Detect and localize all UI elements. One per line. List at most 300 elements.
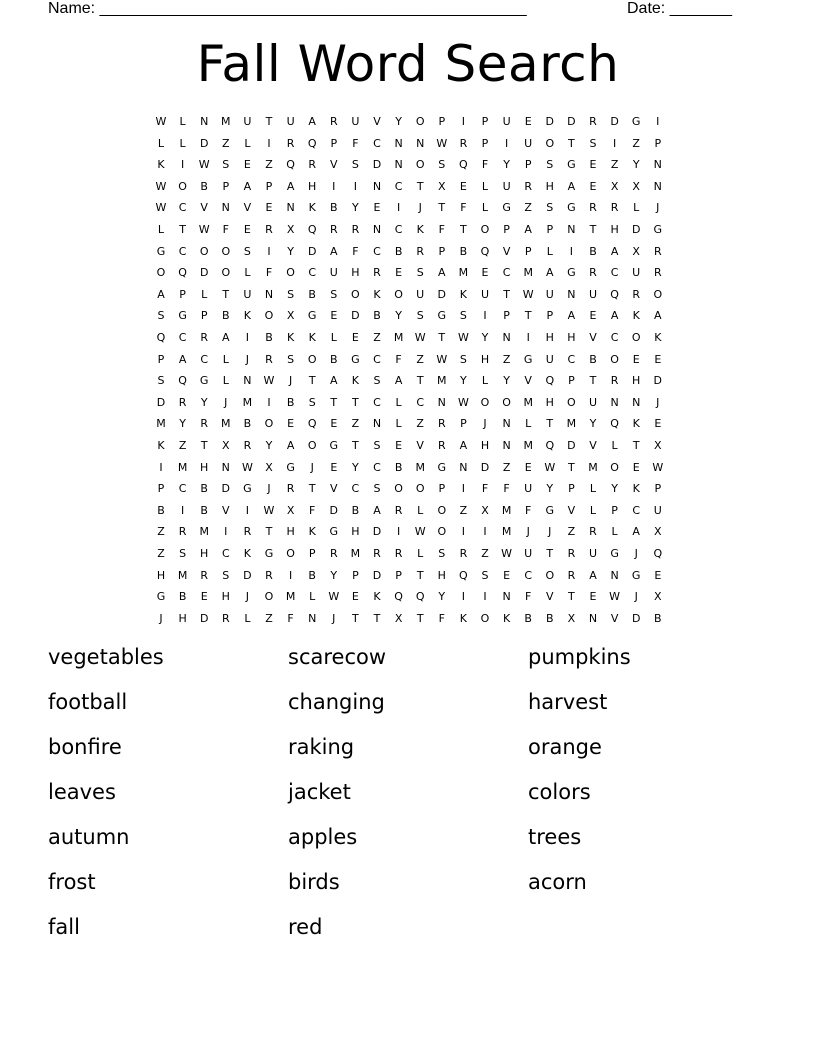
grid-letter[interactable]: K: [632, 309, 640, 323]
grid-letter[interactable]: C: [502, 266, 511, 280]
grid-letter[interactable]: I: [461, 115, 466, 128]
grid-letter[interactable]: I: [483, 309, 487, 323]
grid-letter[interactable]: L: [222, 374, 229, 388]
grid-letter[interactable]: V: [373, 115, 381, 128]
grid-letter[interactable]: D: [372, 158, 382, 172]
grid-letter[interactable]: V: [546, 590, 554, 604]
grid-letter[interactable]: G: [567, 266, 576, 280]
grid-letter[interactable]: D: [329, 503, 339, 517]
grid-letter[interactable]: X: [654, 590, 662, 604]
grid-letter[interactable]: U: [588, 395, 598, 409]
grid-letter[interactable]: S: [222, 158, 230, 172]
grid-letter[interactable]: Q: [610, 417, 619, 431]
grid-letter[interactable]: G: [307, 309, 317, 323]
grid-letter[interactable]: N: [437, 395, 446, 409]
grid-letter[interactable]: R: [416, 244, 425, 258]
grid-letter[interactable]: U: [480, 287, 490, 301]
grid-letter[interactable]: T: [568, 590, 575, 604]
grid-letter[interactable]: P: [438, 115, 446, 128]
grid-letter[interactable]: M: [501, 503, 512, 517]
grid-letter[interactable]: M: [458, 266, 469, 280]
grid-letter[interactable]: Q: [545, 439, 555, 452]
grid-letter[interactable]: Q: [394, 590, 403, 604]
grid-letter[interactable]: U: [524, 482, 533, 496]
grid-letter[interactable]: E: [632, 460, 640, 474]
grid-letter[interactable]: D: [610, 115, 619, 128]
grid-letter[interactable]: C: [178, 482, 187, 496]
grid-letter[interactable]: T: [330, 395, 338, 409]
grid-letter[interactable]: I: [504, 136, 509, 150]
grid-letter[interactable]: F: [352, 244, 359, 258]
grid-letter[interactable]: C: [373, 244, 381, 258]
grid-letter[interactable]: Z: [459, 503, 468, 517]
grid-letter[interactable]: B: [178, 590, 187, 604]
grid-letter[interactable]: G: [502, 201, 511, 215]
grid-letter[interactable]: Z: [157, 547, 165, 560]
grid-letter[interactable]: C: [373, 352, 381, 366]
grid-letter[interactable]: S: [481, 568, 489, 582]
grid-letter[interactable]: Y: [503, 158, 510, 172]
grid-letter[interactable]: W: [436, 352, 448, 366]
grid-letter[interactable]: X: [438, 179, 446, 193]
grid-letter[interactable]: E: [330, 460, 338, 474]
grid-letter[interactable]: L: [244, 136, 251, 150]
grid-letter[interactable]: B: [351, 503, 360, 517]
grid-letter[interactable]: G: [329, 439, 339, 452]
grid-letter[interactable]: W: [198, 158, 210, 172]
grid-letter[interactable]: I: [267, 136, 271, 150]
grid-letter[interactable]: E: [632, 352, 640, 366]
grid-letter[interactable]: B: [330, 201, 338, 215]
grid-letter[interactable]: D: [372, 525, 382, 539]
grid-letter[interactable]: A: [567, 309, 576, 323]
grid-letter[interactable]: M: [393, 331, 404, 344]
grid-letter[interactable]: C: [394, 223, 403, 236]
grid-letter[interactable]: E: [200, 590, 208, 604]
grid-letter[interactable]: R: [437, 439, 446, 452]
grid-letter[interactable]: S: [157, 309, 165, 323]
grid-letter[interactable]: I: [180, 158, 185, 172]
grid-letter[interactable]: E: [654, 568, 662, 582]
grid-letter[interactable]: W: [501, 547, 513, 560]
grid-letter[interactable]: B: [394, 460, 403, 474]
grid-letter[interactable]: M: [501, 525, 512, 539]
grid-letter[interactable]: V: [567, 503, 576, 517]
grid-letter[interactable]: P: [568, 482, 575, 496]
date-field[interactable]: Date: _______: [627, 0, 732, 17]
grid-letter[interactable]: O: [502, 395, 511, 409]
grid-letter[interactable]: P: [352, 568, 359, 582]
grid-letter[interactable]: Q: [286, 158, 295, 172]
grid-letter[interactable]: I: [483, 525, 487, 539]
grid-letter[interactable]: N: [502, 439, 511, 452]
grid-letter[interactable]: P: [157, 482, 165, 496]
grid-letter[interactable]: G: [631, 568, 641, 582]
grid-letter[interactable]: P: [546, 223, 554, 236]
grid-letter[interactable]: E: [524, 115, 532, 128]
grid-letter[interactable]: R: [351, 223, 360, 236]
grid-letter[interactable]: L: [330, 331, 337, 344]
grid-letter[interactable]: L: [157, 223, 165, 236]
grid-letter[interactable]: T: [416, 611, 424, 625]
grid-letter[interactable]: F: [438, 223, 445, 236]
grid-letter[interactable]: T: [416, 568, 424, 582]
grid-letter[interactable]: E: [351, 331, 359, 344]
grid-letter[interactable]: S: [459, 352, 467, 366]
grid-letter[interactable]: P: [330, 136, 338, 150]
grid-letter[interactable]: S: [222, 568, 230, 582]
grid-letter[interactable]: G: [631, 115, 641, 128]
grid-letter[interactable]: P: [481, 115, 489, 128]
grid-letter[interactable]: Z: [524, 201, 532, 215]
grid-letter[interactable]: V: [416, 439, 424, 452]
grid-letter[interactable]: E: [503, 568, 511, 582]
grid-letter[interactable]: Z: [502, 352, 511, 366]
grid-letter[interactable]: S: [287, 352, 295, 366]
grid-letter[interactable]: O: [307, 439, 317, 452]
grid-letter[interactable]: Q: [480, 244, 490, 258]
grid-letter[interactable]: A: [459, 439, 468, 452]
grid-letter[interactable]: G: [243, 482, 252, 496]
grid-letter[interactable]: I: [224, 525, 228, 539]
grid-letter[interactable]: X: [632, 244, 640, 258]
grid-letter[interactable]: W: [263, 503, 275, 517]
grid-letter[interactable]: T: [308, 482, 316, 496]
grid-letter[interactable]: R: [589, 266, 597, 280]
grid-letter[interactable]: D: [567, 439, 576, 452]
grid-letter[interactable]: Y: [438, 590, 446, 604]
grid-letter[interactable]: P: [460, 417, 467, 431]
grid-letter[interactable]: I: [159, 460, 163, 474]
grid-letter[interactable]: Z: [481, 547, 489, 560]
grid-letter[interactable]: B: [265, 331, 273, 344]
grid-letter[interactable]: O: [264, 417, 274, 431]
grid-letter[interactable]: E: [395, 439, 403, 452]
grid-letter[interactable]: S: [546, 201, 554, 215]
grid-letter[interactable]: P: [222, 179, 230, 193]
grid-letter[interactable]: L: [222, 352, 229, 366]
grid-letter[interactable]: B: [200, 179, 208, 193]
grid-letter[interactable]: J: [418, 201, 422, 215]
grid-letter[interactable]: N: [372, 179, 382, 193]
grid-letter[interactable]: S: [438, 547, 446, 560]
grid-letter[interactable]: G: [156, 590, 166, 604]
grid-letter[interactable]: M: [177, 568, 188, 582]
grid-letter[interactable]: T: [438, 331, 446, 344]
grid-letter[interactable]: B: [546, 611, 554, 625]
grid-letter[interactable]: U: [502, 179, 511, 193]
grid-letter[interactable]: Z: [373, 331, 381, 344]
grid-letter[interactable]: O: [480, 223, 490, 236]
grid-letter[interactable]: N: [502, 331, 511, 344]
grid-letter[interactable]: U: [653, 503, 662, 517]
grid-letter[interactable]: J: [310, 460, 314, 474]
grid-letter[interactable]: H: [200, 547, 209, 560]
grid-letter[interactable]: G: [351, 352, 360, 366]
grid-letter[interactable]: A: [524, 223, 532, 236]
grid-letter[interactable]: W: [328, 590, 340, 604]
grid-letter[interactable]: T: [373, 611, 381, 625]
grid-letter[interactable]: B: [286, 395, 295, 409]
grid-letter[interactable]: V: [200, 201, 208, 215]
grid-letter[interactable]: B: [308, 568, 316, 582]
grid-letter[interactable]: X: [286, 223, 295, 236]
grid-letter[interactable]: H: [437, 568, 446, 582]
grid-letter[interactable]: R: [200, 568, 209, 582]
grid-letter[interactable]: O: [264, 309, 274, 323]
grid-letter[interactable]: A: [286, 439, 295, 452]
grid-letter[interactable]: Y: [179, 417, 186, 431]
grid-letter[interactable]: H: [351, 266, 360, 280]
grid-letter[interactable]: O: [437, 503, 447, 517]
grid-letter[interactable]: J: [159, 611, 163, 625]
grid-letter[interactable]: K: [157, 158, 165, 172]
grid-letter[interactable]: C: [373, 395, 381, 409]
grid-letter[interactable]: D: [653, 374, 663, 388]
grid-letter[interactable]: O: [286, 266, 295, 280]
grid-letter[interactable]: T: [589, 223, 597, 236]
grid-letter[interactable]: M: [523, 266, 533, 280]
grid-letter[interactable]: P: [568, 374, 575, 388]
grid-letter[interactable]: N: [264, 287, 274, 301]
grid-letter[interactable]: D: [631, 223, 641, 236]
grid-letter[interactable]: O: [221, 244, 231, 258]
grid-letter[interactable]: E: [589, 158, 597, 172]
grid-letter[interactable]: T: [308, 374, 316, 388]
grid-letter[interactable]: U: [545, 352, 554, 366]
grid-letter[interactable]: C: [373, 136, 381, 150]
grid-letter[interactable]: Z: [265, 611, 273, 625]
grid-letter[interactable]: D: [307, 244, 317, 258]
grid-letter[interactable]: D: [199, 136, 209, 150]
grid-letter[interactable]: T: [200, 439, 208, 452]
grid-letter[interactable]: I: [245, 331, 250, 344]
grid-letter[interactable]: S: [287, 287, 295, 301]
grid-letter[interactable]: Z: [610, 158, 619, 172]
grid-letter[interactable]: I: [396, 525, 401, 539]
grid-letter[interactable]: N: [588, 611, 598, 625]
grid-letter[interactable]: N: [221, 460, 230, 474]
grid-letter[interactable]: Q: [178, 266, 187, 280]
grid-letter[interactable]: P: [200, 309, 208, 323]
grid-letter[interactable]: N: [372, 223, 382, 236]
grid-letter[interactable]: R: [459, 136, 468, 150]
grid-letter[interactable]: J: [267, 482, 271, 496]
grid-letter[interactable]: C: [373, 460, 381, 474]
grid-letter[interactable]: T: [416, 179, 424, 193]
grid-letter[interactable]: D: [243, 568, 252, 582]
grid-letter[interactable]: Z: [351, 417, 360, 431]
grid-letter[interactable]: N: [416, 136, 425, 150]
grid-letter[interactable]: B: [308, 287, 316, 301]
grid-letter[interactable]: O: [437, 525, 447, 539]
grid-letter[interactable]: W: [457, 331, 469, 344]
grid-letter[interactable]: A: [589, 568, 597, 582]
grid-letter[interactable]: F: [460, 201, 467, 215]
grid-letter[interactable]: C: [610, 266, 619, 280]
grid-letter[interactable]: T: [352, 395, 359, 409]
grid-letter[interactable]: O: [567, 395, 576, 409]
grid-letter[interactable]: P: [654, 482, 662, 496]
grid-letter[interactable]: J: [245, 590, 250, 604]
grid-letter[interactable]: U: [243, 115, 252, 128]
grid-letter[interactable]: P: [611, 503, 618, 517]
grid-letter[interactable]: T: [416, 374, 424, 388]
grid-letter[interactable]: O: [480, 395, 490, 409]
grid-letter[interactable]: K: [416, 223, 424, 236]
grid-letter[interactable]: D: [156, 395, 166, 409]
grid-letter[interactable]: X: [286, 309, 295, 323]
grid-letter[interactable]: F: [481, 482, 489, 496]
grid-letter[interactable]: I: [656, 115, 660, 128]
grid-letter[interactable]: B: [459, 244, 468, 258]
grid-letter[interactable]: L: [633, 201, 640, 215]
grid-letter[interactable]: M: [437, 374, 447, 388]
grid-letter[interactable]: A: [567, 179, 576, 193]
grid-letter[interactable]: B: [524, 611, 532, 625]
grid-letter[interactable]: U: [286, 115, 295, 128]
grid-letter[interactable]: I: [288, 568, 293, 582]
grid-letter[interactable]: E: [330, 417, 338, 431]
grid-letter[interactable]: M: [285, 590, 296, 604]
name-field[interactable]: Name: ________________________________________________: [48, 0, 527, 17]
grid-letter[interactable]: Z: [265, 158, 273, 172]
grid-letter[interactable]: P: [503, 223, 510, 236]
grid-letter[interactable]: N: [221, 201, 230, 215]
grid-letter[interactable]: S: [179, 547, 187, 560]
grid-letter[interactable]: W: [241, 460, 253, 474]
grid-letter[interactable]: Y: [352, 460, 359, 474]
grid-letter[interactable]: R: [265, 568, 273, 582]
grid-letter[interactable]: L: [244, 611, 251, 625]
grid-letter[interactable]: T: [438, 201, 446, 215]
grid-letter[interactable]: J: [656, 395, 660, 409]
grid-letter[interactable]: I: [267, 395, 271, 409]
grid-letter[interactable]: I: [245, 503, 250, 517]
grid-letter[interactable]: A: [394, 374, 403, 388]
grid-letter[interactable]: O: [545, 568, 555, 582]
grid-letter[interactable]: N: [502, 590, 511, 604]
grid-letter[interactable]: U: [502, 115, 511, 128]
grid-letter[interactable]: P: [481, 136, 489, 150]
grid-letter[interactable]: D: [199, 266, 209, 280]
grid-letter[interactable]: B: [243, 417, 252, 431]
grid-letter[interactable]: G: [156, 244, 166, 258]
grid-letter[interactable]: Y: [589, 417, 597, 431]
grid-letter[interactable]: S: [373, 439, 381, 452]
grid-letter[interactable]: Y: [481, 331, 489, 344]
grid-letter[interactable]: W: [263, 374, 275, 388]
grid-letter[interactable]: L: [244, 266, 251, 280]
grid-letter[interactable]: X: [610, 179, 619, 193]
grid-letter[interactable]: D: [545, 115, 555, 128]
grid-letter[interactable]: M: [588, 460, 598, 474]
grid-letter[interactable]: J: [526, 525, 530, 539]
grid-letter[interactable]: J: [224, 395, 228, 409]
grid-letter[interactable]: D: [437, 287, 447, 301]
grid-letter[interactable]: M: [566, 417, 577, 431]
grid-letter[interactable]: L: [417, 503, 424, 517]
grid-letter[interactable]: O: [631, 331, 641, 344]
grid-letter[interactable]: V: [610, 611, 619, 625]
grid-letter[interactable]: J: [634, 590, 638, 604]
grid-letter[interactable]: Y: [287, 244, 294, 258]
grid-letter[interactable]: L: [589, 503, 597, 517]
grid-letter[interactable]: G: [437, 460, 447, 474]
grid-letter[interactable]: C: [178, 201, 187, 215]
grid-letter[interactable]: Q: [156, 331, 166, 344]
grid-letter[interactable]: R: [589, 525, 597, 539]
grid-letter[interactable]: H: [545, 179, 554, 193]
grid-letter[interactable]: G: [264, 547, 274, 560]
grid-letter[interactable]: T: [524, 309, 532, 323]
grid-letter[interactable]: Y: [200, 395, 208, 409]
grid-letter[interactable]: H: [221, 590, 230, 604]
grid-letter[interactable]: W: [198, 223, 210, 236]
grid-letter[interactable]: Q: [307, 223, 317, 236]
grid-letter[interactable]: B: [394, 244, 403, 258]
grid-letter[interactable]: T: [352, 439, 359, 452]
grid-letter[interactable]: X: [567, 611, 576, 625]
grid-letter[interactable]: R: [437, 417, 446, 431]
grid-letter[interactable]: M: [221, 115, 231, 128]
grid-letter[interactable]: N: [394, 136, 403, 150]
grid-letter[interactable]: O: [610, 352, 619, 366]
grid-letter[interactable]: K: [654, 331, 662, 344]
grid-letter[interactable]: Z: [416, 417, 424, 431]
grid-letter[interactable]: A: [438, 266, 446, 280]
grid-letter[interactable]: L: [611, 525, 618, 539]
grid-letter[interactable]: O: [480, 611, 490, 625]
grid-letter[interactable]: E: [654, 352, 662, 366]
grid-letter[interactable]: S: [459, 309, 467, 323]
grid-letter[interactable]: J: [548, 525, 552, 539]
grid-letter[interactable]: Q: [307, 417, 317, 431]
grid-letter[interactable]: O: [286, 547, 295, 560]
grid-letter[interactable]: I: [332, 179, 336, 193]
grid-letter[interactable]: E: [589, 590, 597, 604]
grid-letter[interactable]: W: [436, 136, 448, 150]
grid-letter[interactable]: A: [243, 179, 252, 193]
grid-letter[interactable]: N: [200, 115, 209, 128]
grid-letter[interactable]: Z: [416, 352, 424, 366]
grid-letter[interactable]: L: [589, 482, 597, 496]
grid-letter[interactable]: L: [309, 590, 316, 604]
grid-letter[interactable]: L: [481, 374, 489, 388]
grid-letter[interactable]: X: [222, 439, 230, 452]
grid-letter[interactable]: O: [415, 158, 425, 172]
grid-letter[interactable]: N: [567, 223, 576, 236]
grid-letter[interactable]: V: [589, 331, 597, 344]
grid-letter[interactable]: V: [524, 374, 532, 388]
grid-letter[interactable]: H: [351, 525, 360, 539]
grid-letter[interactable]: V: [243, 201, 252, 215]
grid-letter[interactable]: O: [178, 179, 187, 193]
grid-letter[interactable]: R: [589, 201, 597, 215]
grid-letter[interactable]: E: [395, 266, 403, 280]
grid-letter[interactable]: D: [372, 568, 382, 582]
grid-letter[interactable]: A: [330, 244, 338, 258]
grid-letter[interactable]: I: [461, 482, 466, 496]
grid-letter[interactable]: L: [179, 136, 186, 150]
grid-letter[interactable]: W: [457, 395, 469, 409]
grid-letter[interactable]: T: [460, 223, 467, 236]
grid-letter[interactable]: O: [394, 287, 403, 301]
grid-letter[interactable]: F: [287, 611, 294, 625]
grid-letter[interactable]: J: [245, 352, 250, 366]
grid-letter[interactable]: I: [461, 525, 466, 539]
grid-letter[interactable]: B: [222, 309, 230, 323]
